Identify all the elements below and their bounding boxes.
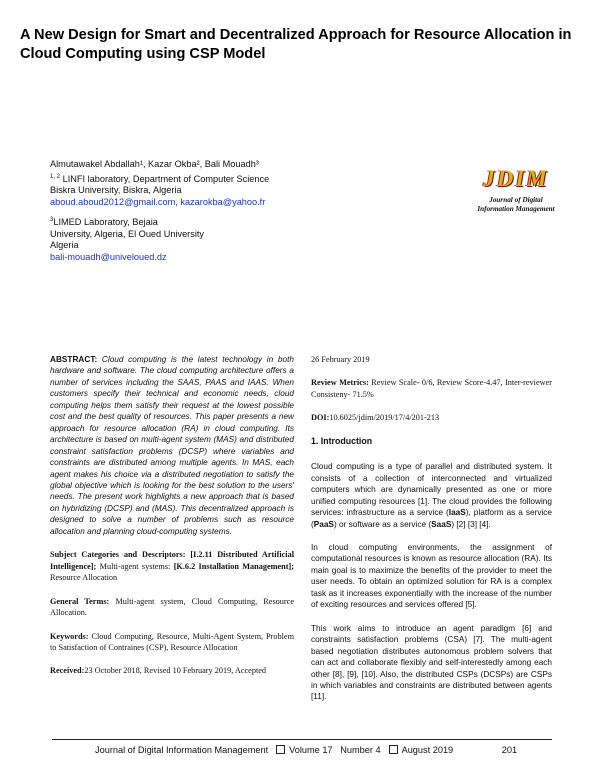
subject-part1-text: Multi-agent systems: [99, 561, 171, 571]
intro-paragraph-3: This work aims to introduce an agent paradigm [6] and constraints satisfaction problems (CSA) [7]. The multi-agent based negotiation distributes autonomous problem solvers that can act and collaborate flexibly and self-interestedly among each other [8], [9], [10]. Also, the distributed CSPs (DCSPs) are CSPs in which variables and constraints are distributed between agents [11]. [311, 623, 552, 702]
affiliation-2-sup: 3 [50, 216, 54, 223]
affiliation-2-line1: LIMED Laboratory, Bejaia [53, 217, 158, 227]
affiliation-1-line2: Biskra University, Biskra, Algeria [50, 185, 182, 195]
section-heading-introduction: 1. Introduction [311, 435, 373, 446]
received-continuation: 26 February 2019 [311, 355, 370, 364]
abstract-text: Cloud computing is the latest technology in both hardware and software. The cloud computing architecture offers a number of services including the SAAS, PAAS and IAAS. When customers specify their technical and economic needs, cloud computing helps them satisfy their request at the lowest possible cost and the best quality of resources. This paper presents a new approach for resource allocation (RA) in cloud computing. Its architecture is based on multi-agent system (MAS) and distributed constraint satisfaction problems (DCSP) where variables and constraints are distributed among multiple agents. In MAS, each agent makes his choice via a distributed negotiation to satisfy the global objective which is looking for the best solution to the users' needs. The present work highlights a new approach that is based on hybridizing (DCSP) and (MAS). This decentralized approach is designed to solve a number of problems such as resource allocation and planning cloud-computing systems. [50, 355, 294, 536]
received-label: Received: [50, 666, 85, 676]
left-column [50, 354, 294, 677]
journal-logo [456, 166, 576, 213]
footer-square-icon [389, 745, 398, 754]
keywords-label: Keywords: [50, 631, 89, 641]
review-text: Review Scale- 0/6, Review Score-4.47, Inter-reviewer Consisteny- 71.5% [311, 378, 552, 399]
subject-part2-bold: [K.6.2 Installation Management]; [173, 561, 295, 571]
affiliation-1 [50, 174, 450, 186]
doi-label: DOI: [311, 413, 330, 423]
intro-p1-saas: SaaS [431, 519, 452, 529]
keywords-text: Cloud Computing, Resource, Multi-Agent System, Problem to Satisfaction of Contraines (CSP), Resource Allocation [50, 631, 294, 652]
page-footer [95, 745, 517, 755]
intro-p1-paas: PaaS [313, 519, 334, 529]
doi [311, 412, 552, 423]
intro-p1-a: Cloud computing is a type of parallel and distributed system. It consists of a collection of interconnected and virtualized computers which are dynamically presented as one or more unified computing resources [1]. The cloud provides the following services: infrastructure as a service ( [311, 462, 552, 518]
subject-part2-text: Resource Allocation [50, 573, 118, 583]
doi-text[interactable]: 10.6025/jdim/2019/17/4/201-213 [329, 413, 440, 423]
intro-p1-c: ) or software as a service ( [333, 519, 432, 529]
subject-categories [50, 549, 294, 583]
intro-p1-d: ) [2] [3] [4]. [451, 519, 491, 529]
affiliation-1-line1: LINFI laboratory, Department of Computer Science [62, 173, 270, 184]
footer-date: August 2019 [401, 745, 454, 755]
abstract-label: ABSTRACT: [50, 355, 98, 364]
right-column [311, 354, 552, 703]
journal-logo-subtitle-line1: Journal of Digital [489, 196, 543, 204]
footer-page-number: 201 [501, 745, 518, 755]
general-terms [50, 596, 294, 619]
paper-title: A New Design for Smart and Decentralized Approach for Resource Allocation in Cloud Computing using CSP Model [20, 27, 572, 62]
intro-paragraph-2: In cloud computing environments, the assignment of computational resources is known as resource allocation (RA). Its main goal is to maximize the benefits of the provider to meet the user needs. To obtain an optimized solution for RA is a complex task as it increases exponentially with the increase of the number of exciting resources and services offered [5]. [311, 542, 552, 610]
journal-logo-subtitle [456, 196, 576, 213]
intro-paragraph-1 [311, 461, 552, 530]
footer-rule [52, 739, 552, 740]
footer-number: Number 4 [340, 745, 381, 755]
affiliation-2-email[interactable]: bali-mouadh@univeloued.dz [50, 251, 167, 262]
abstract [50, 354, 294, 537]
received-dates [50, 665, 294, 676]
keywords [50, 631, 294, 654]
affiliation-2-line2: University, Algeria, El Oued University [50, 228, 205, 239]
author-names: Almutawakel Abdallah¹, Kazar Okba², Bali Mouadh³ [50, 159, 259, 169]
footer-square-icon [276, 745, 285, 754]
footer-volume: Volume 17 [289, 745, 333, 755]
subject-part1-bold: [I.2.11 Distributed Artificial Intelligence]; [50, 550, 294, 571]
general-terms-label: General Terms: [50, 596, 110, 606]
review-metrics [311, 377, 552, 400]
affiliation-2-line3: Algeria [50, 240, 79, 250]
author-block [50, 159, 450, 263]
intro-p1-b: ), platform as a service ( [311, 508, 552, 529]
affiliation-1-sup: 1, 2 [50, 173, 61, 180]
journal-logo-wordmark: JDIM [483, 166, 549, 191]
affiliation-2 [50, 217, 450, 229]
general-terms-text: Multi-agent system, Cloud Computing, Resource Allocation. [50, 596, 294, 618]
subject-label: Subject Categories and Descriptors: [50, 550, 186, 560]
review-label: Review Metrics: [311, 378, 369, 388]
journal-logo-subtitle-line2: Information Management [477, 204, 555, 213]
intro-p1-iaas: IaaS [448, 508, 466, 518]
affiliation-1-emails[interactable]: aboud.aboud2012@gmail.com, kazarokba@yahoo.fr [50, 196, 266, 207]
footer-journal: Journal of Digital Information Management [95, 745, 269, 755]
received-text: 23 October 2018, Revised 10 February 2019, Accepted [84, 666, 267, 676]
